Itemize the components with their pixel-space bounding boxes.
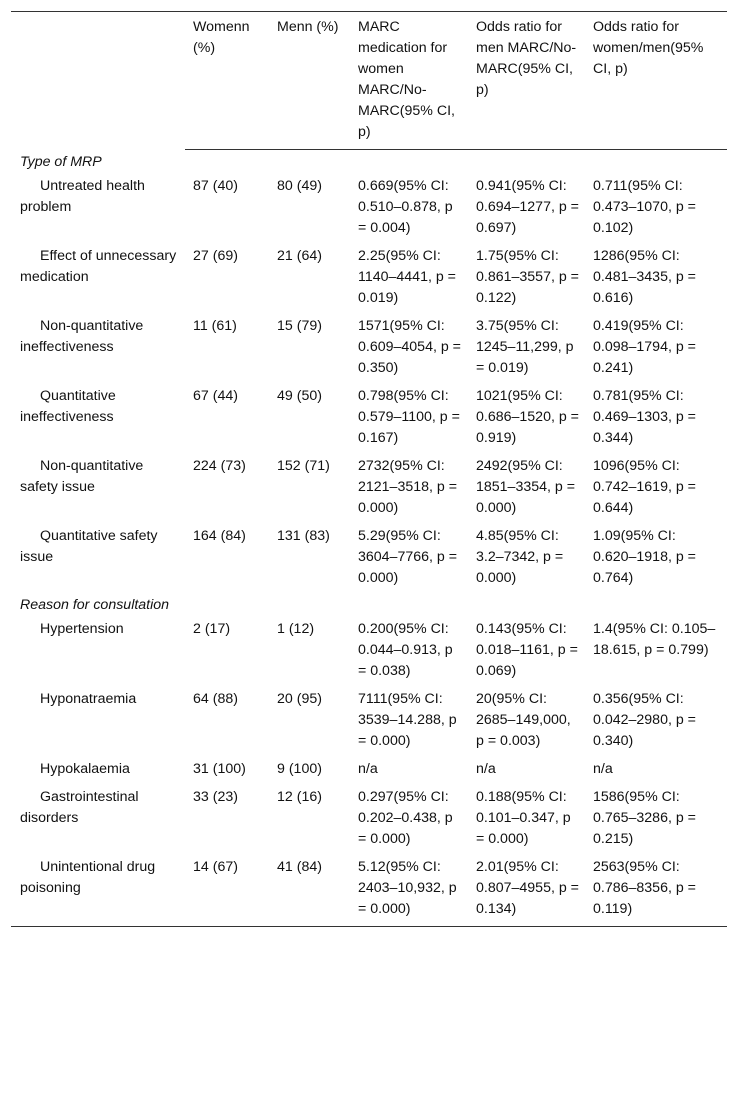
table-row (11, 523, 727, 593)
cell-or-women-men: 1286(95% CI: 0.481–3435, p = 0.616) (593, 247, 696, 306)
cell-men: 21 (64) (277, 247, 322, 264)
row-label (11, 523, 185, 593)
row-label (11, 453, 185, 523)
row-label-text: Gastrointestinal disorders (20, 788, 139, 826)
header-cell-women: Womenn (%) (193, 19, 250, 56)
table-row (11, 453, 727, 523)
cell-or-women-men: 0.781(95% CI: 0.469–1303, p = 0.344) (593, 387, 696, 446)
cell-women: 31 (100) (193, 760, 246, 777)
cell-women: 67 (44) (193, 387, 238, 404)
section-spacer (585, 593, 727, 616)
row-label (11, 616, 185, 686)
cell-or-men: 2.01(95% CI: 0.807–4955, p = 0.134) (476, 858, 579, 917)
table-row (11, 784, 727, 854)
cell-marc-women: 5.12(95% CI: 2403–10,932, p = 0.000) (358, 858, 457, 917)
header-cell-men: Menn (%) (277, 19, 339, 35)
cell-or-women-men: 0.419(95% CI: 0.098–1794, p = 0.241) (593, 317, 696, 376)
cell-men: 41 (84) (277, 858, 322, 875)
cell-marc-women: 5.29(95% CI: 3604–7766, p = 0.000) (358, 527, 458, 586)
cell-or-women-men: 0.356(95% CI: 0.042–2980, p = 0.340) (593, 690, 696, 749)
row-label (11, 756, 185, 784)
cell-or-women-men: 2563(95% CI: 0.786–8356, p = 0.119) (593, 858, 696, 917)
row-label-text: Quantitative ineffectiveness (20, 387, 116, 425)
row-label-text: Untreated health problem (20, 177, 145, 215)
cell-women: 164 (84) (193, 527, 246, 544)
cell-or-women-men: n/a (593, 760, 613, 777)
cell-women: 224 (73) (193, 457, 246, 474)
section-spacer (585, 150, 727, 173)
cell-men: 9 (100) (277, 760, 322, 777)
table-row (11, 854, 727, 927)
cell-men: 20 (95) (277, 690, 322, 707)
cell-women: 27 (69) (193, 247, 238, 264)
cell-or-men: n/a (476, 760, 496, 777)
section-spacer (350, 150, 468, 173)
section-title: Type of MRP (20, 153, 102, 170)
row-label (11, 784, 185, 854)
cell-or-men: 1.75(95% CI: 0.861–3557, p = 0.122) (476, 247, 579, 306)
section-spacer (269, 593, 350, 616)
cell-marc-women: 0.669(95% CI: 0.510–0.878, p = 0.004) (358, 177, 453, 236)
table-row (11, 313, 727, 383)
cell-marc-women: 1571(95% CI: 0.609–4054, p = 0.350) (358, 317, 461, 376)
cell-marc-women: 0.798(95% CI: 0.579–1100, p = 0.167) (358, 387, 460, 446)
row-label-text: Hypertension (40, 620, 124, 637)
cell-women: 14 (67) (193, 858, 238, 875)
cell-men: 12 (16) (277, 788, 322, 805)
cell-women: 87 (40) (193, 177, 238, 194)
cell-or-men: 20(95% CI: 2685–149,000, p = 0.003) (476, 690, 571, 749)
cell-or-women-men: 0.711(95% CI: 0.473–1070, p = 0.102) (593, 177, 696, 236)
section-spacer (185, 150, 269, 173)
header-row (11, 12, 727, 150)
cell-women: 33 (23) (193, 788, 238, 805)
cell-men: 49 (50) (277, 387, 322, 404)
cell-or-men: 0.188(95% CI: 0.101–0.347, p = 0.000) (476, 788, 571, 847)
table-row (11, 686, 727, 756)
header-cell-or-women-men: Odds ratio for women/men(95% CI, p) (593, 19, 704, 77)
section-title: Reason for consultation (20, 596, 170, 613)
row-label-text: Quantitative safety issue (20, 527, 158, 565)
table-row (11, 383, 727, 453)
cell-or-women-men: 1.09(95% CI: 0.620–1918, p = 0.764) (593, 527, 696, 586)
section-row (11, 150, 727, 173)
cell-men: 15 (79) (277, 317, 322, 334)
cell-men: 152 (71) (277, 457, 330, 474)
section-spacer (350, 593, 468, 616)
table-row (11, 616, 727, 686)
cell-men: 1 (12) (277, 620, 315, 637)
row-label-text: Hypokalaemia (40, 760, 130, 777)
cell-or-women-men: 1586(95% CI: 0.765–3286, p = 0.215) (593, 788, 696, 847)
cell-or-women-men: 1.4(95% CI: 0.105–18.615, p = 0.799) (593, 620, 716, 658)
cell-marc-women: 0.200(95% CI: 0.044–0.913, p = 0.038) (358, 620, 453, 679)
section-row (11, 593, 727, 616)
cell-women: 64 (88) (193, 690, 238, 707)
row-label (11, 173, 185, 243)
cell-men: 131 (83) (277, 527, 330, 544)
section-spacer (185, 593, 269, 616)
row-label (11, 243, 185, 313)
row-label (11, 313, 185, 383)
cell-or-women-men: 1096(95% CI: 0.742–1619, p = 0.644) (593, 457, 696, 516)
row-label-text: Hyponatraemia (40, 690, 137, 707)
header-cell-label (11, 12, 185, 150)
cell-or-men: 3.75(95% CI: 1245–11,299, p = 0.019) (476, 317, 574, 376)
cell-women: 11 (61) (193, 317, 237, 334)
table-container (11, 11, 727, 927)
row-label (11, 854, 185, 927)
cell-men: 80 (49) (277, 177, 322, 194)
cell-or-men: 4.85(95% CI: 3.2–7342, p = 0.000) (476, 527, 564, 586)
cell-or-men: 0.143(95% CI: 0.018–1161, p = 0.069) (476, 620, 578, 679)
table-row (11, 243, 727, 313)
cell-marc-women: 0.297(95% CI: 0.202–0.438, p = 0.000) (358, 788, 453, 847)
cell-marc-women: 2732(95% CI: 2121–3518, p = 0.000) (358, 457, 458, 516)
table-row (11, 173, 727, 243)
row-label-text: Unintentional drug poisoning (20, 858, 156, 896)
row-label-text: Non-quantitative safety issue (20, 457, 144, 495)
results-table (11, 11, 727, 927)
cell-marc-women: n/a (358, 760, 378, 777)
row-label (11, 383, 185, 453)
cell-or-men: 2492(95% CI: 1851–3354, p = 0.000) (476, 457, 576, 516)
row-label (11, 686, 185, 756)
section-spacer (269, 150, 350, 173)
cell-or-men: 0.941(95% CI: 0.694–1277, p = 0.697) (476, 177, 579, 236)
row-label-text: Non-quantitative ineffectiveness (20, 317, 144, 355)
cell-marc-women: 2.25(95% CI: 1140–4441, p = 0.019) (358, 247, 456, 306)
header-cell-marc-women: MARC medication for women MARC/No-MARC(95% CI, p) (358, 19, 455, 140)
cell-marc-women: 7111(95% CI: 3539–14.288, p = 0.000) (358, 690, 457, 749)
table-row (11, 756, 727, 784)
header-cell-or-men: Odds ratio for men MARC/No-MARC(95% CI, p) (476, 19, 577, 98)
section-spacer (468, 150, 585, 173)
cell-or-men: 1021(95% CI: 0.686–1520, p = 0.919) (476, 387, 579, 446)
row-label-text: Effect of unnecessary medication (20, 247, 177, 285)
cell-women: 2 (17) (193, 620, 231, 637)
section-spacer (468, 593, 585, 616)
